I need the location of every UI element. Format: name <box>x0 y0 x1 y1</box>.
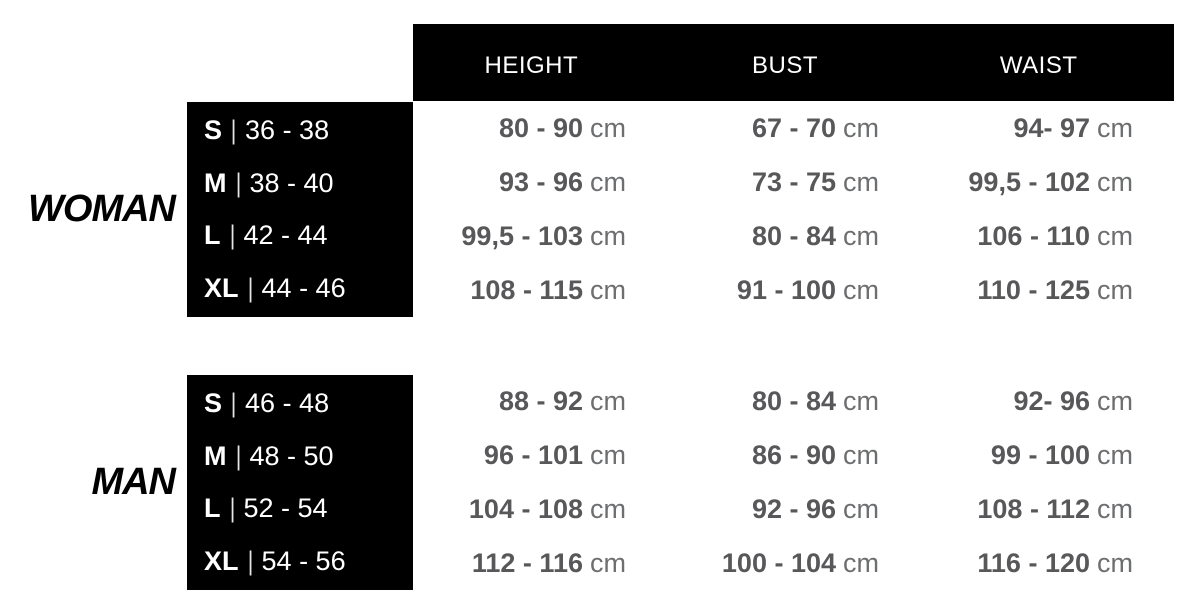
measurement-unit: cm <box>843 113 879 144</box>
woman-s-height <box>413 102 667 156</box>
measurement-unit: cm <box>1097 274 1133 305</box>
man-l-height <box>413 483 667 537</box>
measurement-value: 99,5 - 103 <box>461 220 583 251</box>
woman-size-row-s <box>187 104 413 157</box>
measurement-value: 80 - 84 <box>751 220 836 251</box>
measurement-value: 80 - 84 <box>751 386 836 417</box>
size-letter: XL <box>204 273 239 304</box>
header-waist: WAIST <box>999 52 1078 79</box>
table-header <box>413 24 1174 101</box>
measurement-value: 93 - 96 <box>498 167 583 198</box>
man-xl-waist <box>920 536 1174 590</box>
measurement-unit: cm <box>590 113 626 144</box>
size-separator: | <box>230 114 237 145</box>
measurement-value: 99 - 100 <box>990 440 1090 471</box>
measurement-unit: cm <box>590 440 626 471</box>
size-range: 48 - 50 <box>249 440 334 471</box>
man-m-bust <box>667 429 920 483</box>
size-letter: L <box>204 493 221 524</box>
size-range: 42 - 44 <box>243 220 328 251</box>
measurement-value: 108 - 112 <box>977 493 1090 524</box>
man-l-waist <box>920 483 1174 537</box>
size-letter: M <box>204 440 227 471</box>
measurement-value: 73 - 75 <box>751 167 836 198</box>
measurement-value: 100 - 104 <box>721 547 836 578</box>
measurement-unit: cm <box>1097 167 1133 198</box>
man-xl-bust <box>667 536 920 590</box>
size-letter: S <box>204 387 223 418</box>
measurement-value: 86 - 90 <box>751 440 836 471</box>
size-separator: | <box>229 493 235 524</box>
measurement-unit: cm <box>843 547 879 578</box>
header-height: HEIGHT <box>484 52 579 79</box>
measurement-value: 92- 96 <box>1013 386 1090 417</box>
measurement-unit: cm <box>1097 113 1133 144</box>
woman-m-height <box>413 156 667 210</box>
measurement-value: 88 - 92 <box>498 386 583 417</box>
measurement-unit: cm <box>1097 547 1133 578</box>
woman-xl-height <box>413 263 667 317</box>
woman-size-row-m <box>187 157 413 210</box>
man-s-height <box>413 375 667 429</box>
size-range: 46 - 48 <box>245 387 330 418</box>
measurement-unit: cm <box>843 220 879 251</box>
size-range: 36 - 38 <box>245 114 330 145</box>
man-m-height <box>413 429 667 483</box>
measurement-unit: cm <box>843 493 879 524</box>
measurement-value: 91 - 100 <box>736 274 836 305</box>
woman-m-bust <box>667 156 920 210</box>
size-range: 52 - 54 <box>243 493 328 524</box>
man-size-row-l <box>187 483 413 536</box>
man-xl-height <box>413 536 667 590</box>
size-letter: M <box>204 167 227 198</box>
measurement-value: 116 - 120 <box>977 547 1090 578</box>
measurement-unit: cm <box>1097 220 1133 251</box>
size-separator: | <box>247 546 253 577</box>
man-s-bust <box>667 375 920 429</box>
size-separator: | <box>229 220 235 251</box>
measurement-value: 110 - 125 <box>977 274 1090 305</box>
measurement-unit: cm <box>1097 386 1133 417</box>
woman-s-waist <box>920 102 1174 156</box>
size-range: 54 - 56 <box>261 546 346 577</box>
measurement-value: 96 - 101 <box>483 440 583 471</box>
measurement-unit: cm <box>590 220 626 251</box>
measurement-value: 108 - 115 <box>470 274 583 305</box>
measurement-unit: cm <box>843 386 879 417</box>
size-separator: | <box>235 167 241 198</box>
header-bust: BUST <box>752 52 819 79</box>
man-size-row-s <box>187 377 413 430</box>
measurement-unit: cm <box>590 274 626 305</box>
woman-l-height <box>413 210 667 264</box>
measurement-unit: cm <box>590 493 626 524</box>
woman-measurements <box>413 102 1174 317</box>
man-size-box <box>187 375 413 590</box>
measurement-unit: cm <box>590 386 626 417</box>
measurement-unit: cm <box>1097 440 1133 471</box>
size-separator: | <box>247 273 253 304</box>
woman-size-row-l <box>187 210 413 263</box>
man-measurements <box>413 375 1174 590</box>
woman-xl-waist <box>920 263 1174 317</box>
measurement-value: 106 - 110 <box>977 220 1090 251</box>
woman-m-waist <box>920 156 1174 210</box>
size-separator: | <box>235 440 241 471</box>
measurement-unit: cm <box>843 167 879 198</box>
measurement-value: 104 - 108 <box>468 493 583 524</box>
woman-xl-bust <box>667 263 920 317</box>
woman-l-bust <box>667 210 920 264</box>
size-letter: XL <box>204 546 239 577</box>
measurement-unit: cm <box>843 440 879 471</box>
man-m-waist <box>920 429 1174 483</box>
woman-label: WOMAN <box>28 188 175 230</box>
woman-size-row-xl <box>187 262 413 315</box>
woman-size-box <box>187 102 413 317</box>
size-letter: S <box>204 114 223 145</box>
woman-s-bust <box>667 102 920 156</box>
measurement-unit: cm <box>1097 493 1133 524</box>
woman-l-waist <box>920 210 1174 264</box>
measurement-unit: cm <box>590 547 626 578</box>
measurement-value: 80 - 90 <box>498 113 583 144</box>
measurement-unit: cm <box>843 274 879 305</box>
measurement-value: 67 - 70 <box>751 113 836 144</box>
man-s-waist <box>920 375 1174 429</box>
measurement-value: 94- 97 <box>1013 113 1090 144</box>
measurement-value: 92 - 96 <box>751 493 836 524</box>
measurement-value: 112 - 116 <box>471 547 583 578</box>
man-label: MAN <box>91 461 175 503</box>
size-letter: L <box>204 220 221 251</box>
man-l-bust <box>667 483 920 537</box>
measurement-value: 99,5 - 102 <box>968 167 1090 198</box>
man-size-row-xl <box>187 535 413 588</box>
size-range: 44 - 46 <box>261 273 346 304</box>
man-size-row-m <box>187 430 413 483</box>
size-separator: | <box>230 387 237 418</box>
size-range: 38 - 40 <box>249 167 334 198</box>
measurement-unit: cm <box>590 167 626 198</box>
